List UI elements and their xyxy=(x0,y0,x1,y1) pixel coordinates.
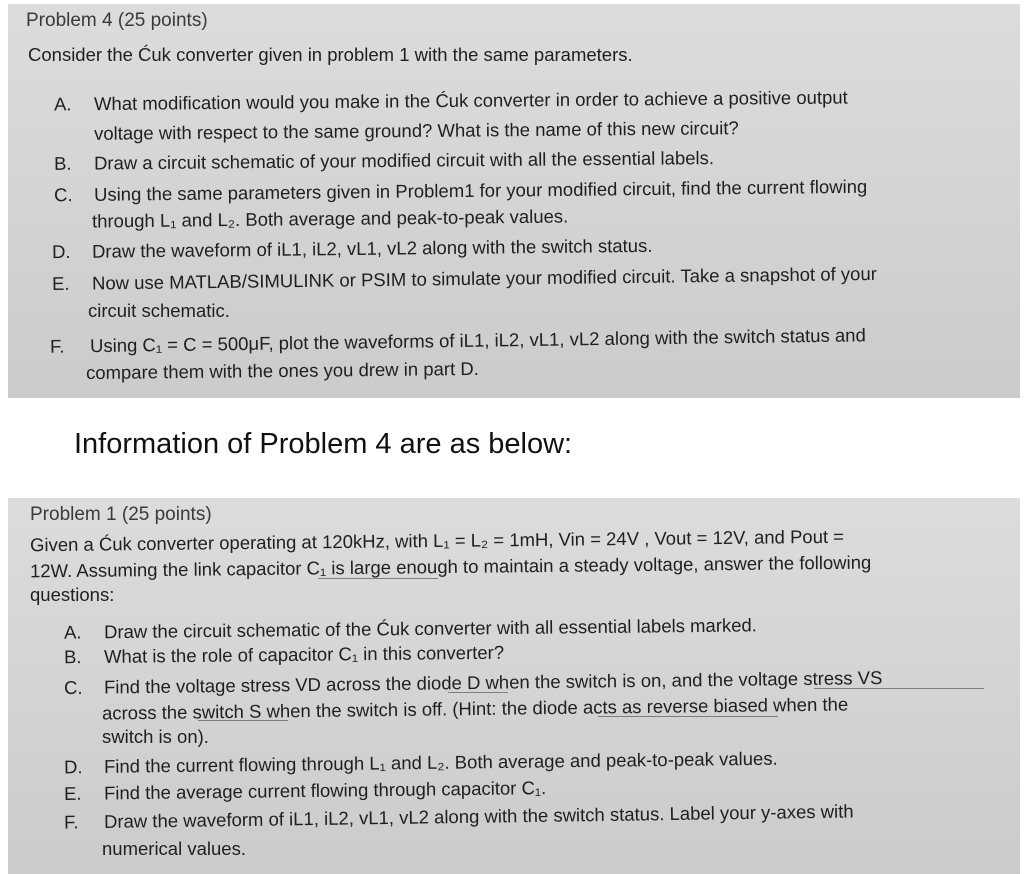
item-text: Find the current flowing through L₁ and L₂. Both average and peak-to-peak values. xyxy=(103,747,778,777)
problem4-title: Problem 4 (25 points) xyxy=(26,10,208,31)
item-text: Find the voltage stress VD across the diode D when the switch is on, and the voltage stress VS xyxy=(103,667,883,698)
problem4-photo xyxy=(8,4,1020,398)
item-text: Using the same parameters given in Problem1 for your modified circuit, find the current flowing xyxy=(93,175,868,205)
item-label: A. xyxy=(53,93,72,115)
pencil-underline xyxy=(318,578,438,579)
problem4-item-d xyxy=(52,235,653,263)
problem4-item-b xyxy=(54,147,714,175)
problem1-item-d xyxy=(64,748,778,779)
problem1-item-a xyxy=(64,614,757,643)
item-text: Using C₁ = C = 500μF, plot the waveforms of iL1, iL2, vL1, vL2 along with the switch status and xyxy=(89,324,866,357)
item-label: D. xyxy=(51,240,71,263)
item-label: D. xyxy=(63,756,83,778)
problem4-intro: Consider the Ćuk converter given in problem 1 with the same parameters. xyxy=(28,44,633,65)
problem4-item-c-cont: through L₁ and L₂. Both average and peak-to-peak values. xyxy=(91,205,569,232)
item-label: B. xyxy=(63,646,82,668)
problem1-intro-line2: 12W. Assuming the link capacitor C₁ is large enough to maintain a steady voltage, answer the following xyxy=(29,551,872,582)
problem1-intro-line1: Given a Ćuk converter operating at 120kHz, with L₁ = L₂ = 1mH, Vin = 24V , Vout = 12V, and Pout = xyxy=(29,525,845,556)
item-label: F. xyxy=(49,335,65,357)
problem1-item-c-cont1: across the switch S when the switch is off. (Hint: the diode acts as reverse biased when the xyxy=(101,693,849,724)
problem4-item-f-cont: compare them with the ones you drew in part D. xyxy=(85,357,479,384)
pencil-underline xyxy=(598,716,778,717)
item-label: E. xyxy=(51,272,70,295)
item-label: C. xyxy=(53,184,73,206)
problem4-item-a-cont: voltage with respect to the same ground? What is the name of this new circuit? xyxy=(93,117,739,144)
pencil-underline xyxy=(814,688,984,689)
problem4-item-e xyxy=(52,263,877,295)
item-text: Draw the circuit schematic of the Ćuk converter with all essential labels marked. xyxy=(103,614,757,643)
item-label: A. xyxy=(63,621,82,643)
problem1-intro-line3: questions: xyxy=(30,584,115,605)
item-label: C. xyxy=(63,676,83,698)
problem4-item-f xyxy=(50,324,866,357)
item-label: E. xyxy=(63,782,82,804)
item-label: B. xyxy=(53,152,72,174)
problem1-photo xyxy=(8,498,1020,874)
item-text: What is the role of capacitor C₁ in this converter? xyxy=(103,641,505,667)
problem1-item-b xyxy=(64,642,504,669)
pencil-underline xyxy=(198,720,288,721)
problem4-item-e-cont: circuit schematic. xyxy=(88,300,230,321)
item-label: F. xyxy=(63,811,79,833)
problem1-item-c-cont2: switch is on). xyxy=(102,726,209,747)
problem4-item-a xyxy=(54,87,848,116)
info-caption: Information of Problem 4 are as below: xyxy=(74,428,573,460)
item-text: Draw a circuit schematic of your modified circuit with all the essential labels. xyxy=(93,147,715,174)
item-text: Draw the waveform of iL1, iL2, vL1, vL2 along with the switch status. xyxy=(91,234,653,262)
problem1-item-f-cont: numerical values. xyxy=(102,838,246,859)
item-text: Draw the waveform of iL1, iL2, vL1, vL2 along with the switch status. Label your y-axes with xyxy=(103,800,854,832)
item-text: Now use MATLAB/SIMULINK or PSIM to simulate your modified circuit. Take a snapshot of your xyxy=(91,262,877,294)
problem1-item-f xyxy=(64,800,854,833)
problem1-title: Problem 1 (25 points) xyxy=(30,504,212,525)
item-text: What modification would you make in the Ćuk converter in order to achieve a positive output xyxy=(93,86,848,115)
item-text: Find the average current flowing through capacitor C₁. xyxy=(103,777,547,804)
problem1-item-e xyxy=(64,777,546,805)
problem4-item-c xyxy=(54,176,867,207)
pencil-underline xyxy=(448,692,508,693)
